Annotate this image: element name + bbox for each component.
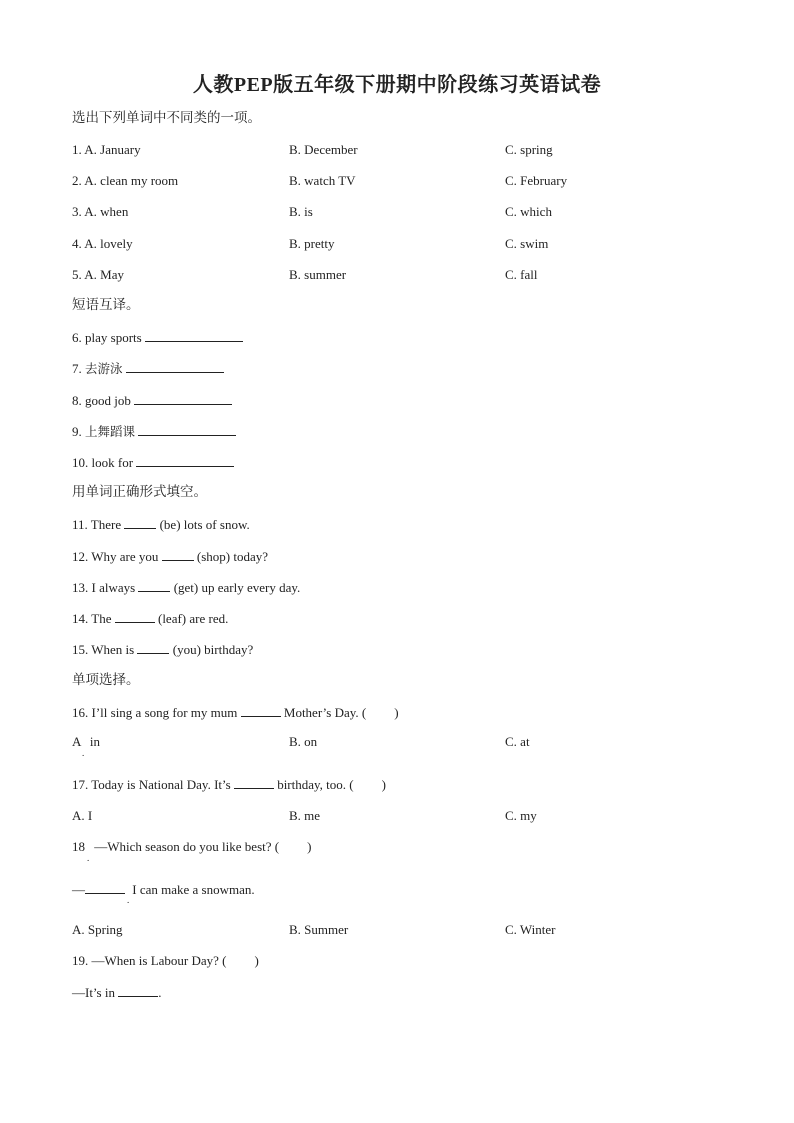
stray-dot-mark: .	[87, 853, 90, 863]
q19-text: 19. —When is Labour Day? (	[72, 953, 227, 968]
q5-option-b: B. summer	[289, 267, 347, 282]
q17-close: )	[381, 777, 386, 792]
q8-answer-blank[interactable]	[134, 391, 232, 405]
q7-answer-blank[interactable]	[126, 359, 224, 373]
q1-option-c: C. spring	[505, 142, 553, 157]
q18-option-b: B. Summer	[289, 922, 349, 937]
q10-answer-blank[interactable]	[136, 453, 234, 467]
q16	[72, 703, 399, 722]
q18-number: 18	[72, 839, 85, 854]
q9-text: 上舞蹈课	[85, 424, 136, 439]
q19	[72, 952, 259, 970]
q5-option-c: C. fall	[505, 267, 538, 282]
q11-pre: 11. There	[72, 517, 122, 532]
q11-post: (be) lots of snow.	[159, 517, 250, 532]
q14-pre: 14. The	[72, 611, 112, 626]
q17-pre: 17. Today is National Day. It’s	[72, 777, 231, 792]
q11	[72, 515, 250, 534]
q15-pre: 15. When is	[72, 642, 135, 657]
q18	[72, 838, 311, 856]
q16-option-c: C. at	[505, 734, 530, 749]
q7-text: 去游泳	[85, 361, 123, 376]
q17-post: birthday, too. (	[277, 777, 354, 792]
q2-option-b: B. watch TV	[289, 173, 356, 188]
q12-answer-blank[interactable]	[162, 547, 194, 561]
q19-answer-blank[interactable]	[118, 983, 158, 997]
q16-post: Mother’s Day. (	[283, 705, 367, 720]
q18-reply-text: I can make a snowman.	[132, 882, 255, 897]
q3-option-a: 3. A. when	[72, 204, 129, 219]
q18-text: —Which season do you like best? (	[94, 839, 280, 854]
q10	[72, 453, 234, 472]
section-heading-2: 短语互译。	[72, 297, 140, 313]
q16-answer-blank[interactable]	[241, 703, 281, 717]
q16-pre: 16. I’ll sing a song for my mum	[72, 705, 238, 720]
page-title: 人教PEP版五年级下册期中阶段练习英语试卷	[192, 74, 602, 96]
q10-text: 10. look for	[72, 455, 134, 470]
q4-option-c: C. swim	[505, 236, 549, 251]
q6-text: 6. play sports	[72, 330, 142, 345]
q1-option-a: 1. A. January	[72, 142, 141, 157]
q4-option-b: B. pretty	[289, 236, 335, 251]
q14	[72, 609, 228, 628]
q19-reply	[72, 983, 161, 1002]
q2-option-c: C. February	[505, 173, 568, 188]
q17-option-b: B. me	[289, 808, 321, 823]
q19-close: )	[254, 953, 259, 968]
section-heading-3: 用单词正确形式填空。	[72, 484, 207, 500]
q17-option-a: A. I	[72, 808, 93, 823]
q15-answer-blank[interactable]	[137, 640, 169, 654]
q11-answer-blank[interactable]	[124, 515, 156, 529]
q12-pre: 12. Why are you	[72, 549, 159, 564]
section-heading-1: 选出下列单词中不同类的一项。	[72, 110, 261, 126]
q2-option-a: 2. A. clean my room	[72, 173, 179, 188]
q13	[72, 578, 300, 597]
stray-dot-mark: .	[127, 895, 130, 905]
q18-answer-blank[interactable]	[85, 880, 125, 894]
q16-option-a-text: in	[89, 734, 101, 749]
stray-dot-mark: .	[82, 748, 85, 758]
q19-reply-post: .	[158, 985, 162, 1000]
q16-option-a	[72, 733, 100, 751]
section-heading-4: 单项选择。	[72, 672, 140, 688]
q18-reply	[72, 880, 255, 899]
q9	[72, 422, 236, 441]
q17	[72, 775, 386, 794]
q3-option-c: C. which	[505, 204, 552, 219]
q13-pre: 13. I always	[72, 580, 136, 595]
q13-post: (get) up early every day.	[173, 580, 301, 595]
q18-close: )	[307, 839, 312, 854]
q4-option-a: 4. A. lovely	[72, 236, 133, 251]
q3-option-b: B. is	[289, 204, 313, 219]
q18-option-a: A. Spring	[72, 922, 123, 937]
q16-option-b: B. on	[289, 734, 318, 749]
q16-option-a-letter: A	[72, 734, 81, 749]
q1-option-b: B. December	[289, 142, 358, 157]
q7	[72, 359, 224, 378]
q8	[72, 391, 232, 410]
q17-answer-blank[interactable]	[234, 775, 274, 789]
q5-option-a: 5. A. May	[72, 267, 124, 282]
q7-number: 7.	[72, 361, 82, 376]
q16-close: )	[394, 705, 399, 720]
q15	[72, 640, 253, 659]
q19-reply-pre: —It’s in	[72, 985, 115, 1000]
q9-number: 9.	[72, 424, 82, 439]
q8-text: 8. good job	[72, 393, 131, 408]
q6	[72, 328, 243, 347]
q12	[72, 547, 268, 566]
q12-post: (shop) today?	[196, 549, 269, 564]
q18-option-c: C. Winter	[505, 922, 556, 937]
q9-answer-blank[interactable]	[138, 422, 236, 436]
q6-answer-blank[interactable]	[145, 328, 243, 342]
q14-answer-blank[interactable]	[115, 609, 155, 623]
q14-post: (leaf) are red.	[157, 611, 229, 626]
q15-post: (you) birthday?	[172, 642, 254, 657]
q17-option-c: C. my	[505, 808, 537, 823]
q13-answer-blank[interactable]	[138, 578, 170, 592]
q18-reply-dash: —	[72, 882, 85, 897]
